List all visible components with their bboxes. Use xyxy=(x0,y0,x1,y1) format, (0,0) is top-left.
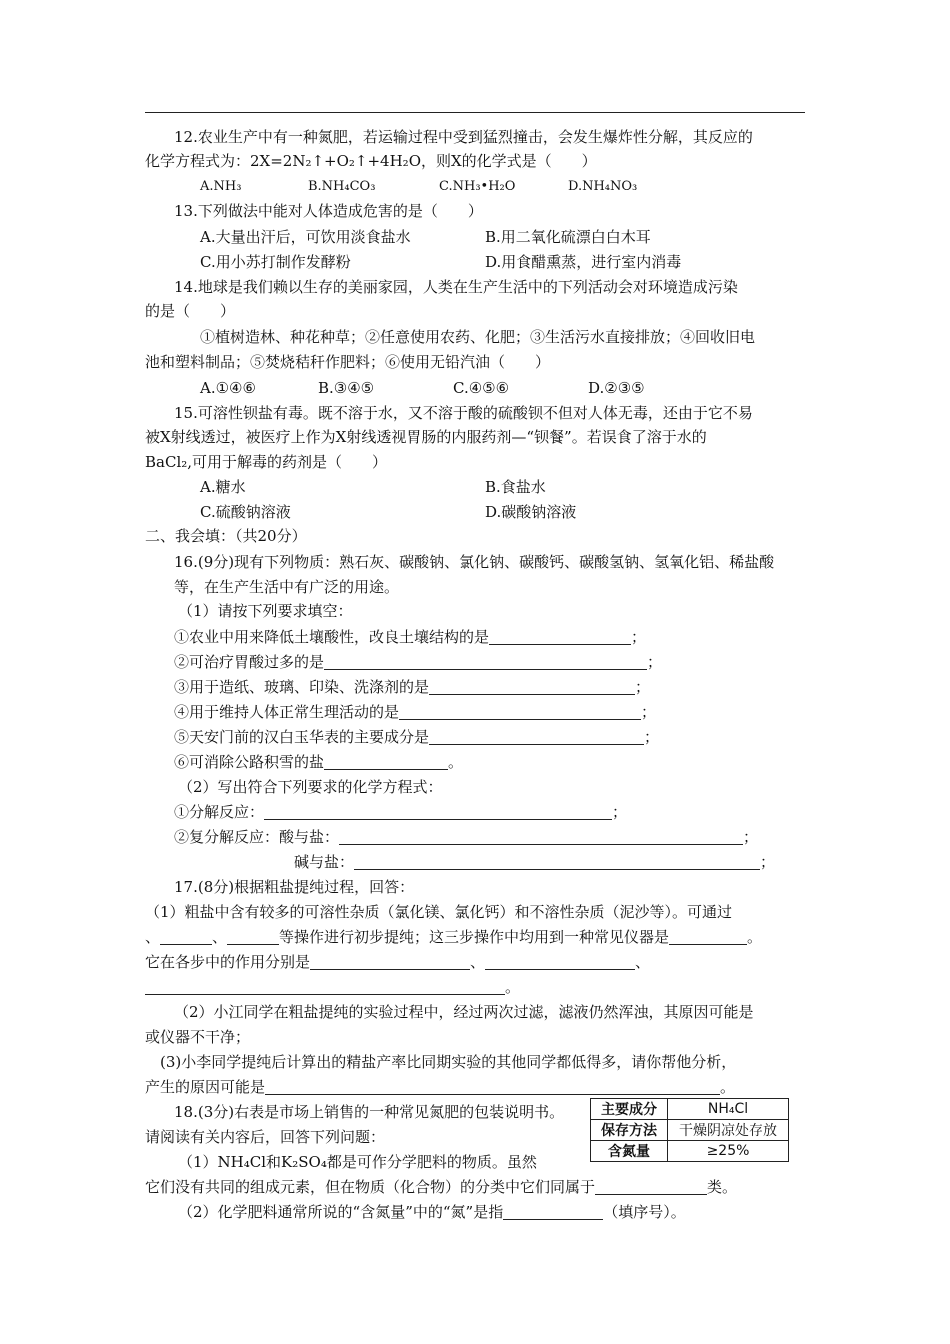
q17-stem: 17.(8分)根据粗盐提纯过程，回答： xyxy=(174,878,415,896)
q16-item-5 xyxy=(174,726,659,748)
answer-blank-16-3[interactable] xyxy=(429,678,635,695)
q13-option-b: B.用二氧化硫漂白白木耳 xyxy=(485,228,651,246)
q17-sep-b: 、 xyxy=(212,928,228,946)
header-rule xyxy=(145,112,805,113)
section-heading: 二、我会填：（共20分） xyxy=(145,527,307,545)
table-row xyxy=(591,1141,789,1162)
answer-blank-16-2[interactable] xyxy=(324,653,647,670)
q18-part1-end: 类。 xyxy=(707,1178,738,1196)
q12-stem-line2: 化学方程式为：2X=2N₂↑+O₂↑+4H₂O，则X的化学式是（ ） xyxy=(145,152,597,170)
q17-part2-line2: 或仪器不干净； xyxy=(145,1028,251,1046)
q17-part1-period: 。 xyxy=(505,978,521,996)
q16-acid-salt-label: ②复分解反应：酸与盐： xyxy=(174,828,340,846)
q16-item-3-semi: ； xyxy=(635,678,651,696)
q13-option-c: C.用小苏打制作发酵粉 xyxy=(200,253,351,271)
q12-option-d: D.NH₄NO₃ xyxy=(568,179,638,194)
q16-item-5-text: ⑤天安门前的汉白玉华表的主要成分是 xyxy=(174,728,430,746)
q17-sep-a: 、 xyxy=(145,928,161,946)
q13-stem: 13.下列做法中能对人体造成危害的是（ ） xyxy=(174,202,483,220)
q17-part1-line3 xyxy=(145,951,650,973)
q14-list-line2: 池和塑料制品；⑤焚烧秸秆作肥料；⑥使用无铅汽油（ ） xyxy=(145,353,551,371)
answer-blank-18-class[interactable] xyxy=(595,1178,707,1195)
q13-option-a: A.大量出汗后，可饮用淡食盐水 xyxy=(200,228,411,246)
q18-part2-end: （填序号）。 xyxy=(603,1203,686,1221)
q17-part3-text: 产生的原因可能是 xyxy=(145,1078,266,1096)
q16-decomposition xyxy=(174,801,627,823)
q16-base-salt-semi: ； xyxy=(760,853,776,871)
q16-item-6-period: 。 xyxy=(448,753,464,771)
q16-part2-label: （2）写出符合下列要求的化学方程式： xyxy=(178,778,443,796)
q16-item-4-text: ④用于维持人体正常生理活动的是 xyxy=(174,703,400,721)
q12-option-a: A.NH₃ xyxy=(200,179,242,194)
q17-part1-line1: （1）粗盐中含有较多的可溶性杂质（氯化镁、氯化钙）和不溶性杂质（泥沙等）。可通过 xyxy=(145,903,733,921)
q16-item-1-semi: ； xyxy=(631,628,647,646)
q16-item-2 xyxy=(174,651,662,673)
q16-decomp-semi: ； xyxy=(612,803,628,821)
q16-item-1 xyxy=(174,626,646,648)
table-cell-key: 保存方法 xyxy=(591,1120,668,1141)
q16-stem-line1: 16.(9分)现有下列物质：熟石灰、碳酸钠、氯化钠、碳酸钙、碳酸氢钠、氢氧化铝、稀盐酸 xyxy=(174,553,775,571)
answer-blank-18-nitrogen[interactable] xyxy=(503,1203,603,1220)
answer-blank-17-role1[interactable] xyxy=(310,953,470,970)
q12-stem-line1: 12.农业生产中有一种氮肥，若运输过程中受到猛烈撞击，会发生爆炸性分解，其反应的 xyxy=(174,128,753,146)
q14-option-a: A.①④⑥ xyxy=(200,379,256,397)
table-cell-key: 主要成分 xyxy=(591,1099,668,1120)
q18-part2-text: （2）化学肥料通常所说的“含氮量”中的“氮”是指 xyxy=(178,1203,504,1221)
q16-item-3 xyxy=(174,676,650,698)
q18-stem-line1: 18.(3分)右表是市场上销售的一种常见氮肥的包装说明书。 xyxy=(174,1103,565,1121)
table-row xyxy=(591,1120,789,1141)
q17-part3-line2 xyxy=(145,1076,735,1098)
q17-part2-line1: （2）小江同学在粗盐提纯的实验过程中，经过两次过滤，滤液仍然浑浊，其原因可能是 xyxy=(174,1003,754,1021)
table-row xyxy=(591,1099,789,1120)
q17-part3-line1: (3)小李同学提纯后计算出的精盐产率比同期实验的其他同学都低得多，请你帮他分析， xyxy=(160,1053,737,1071)
q16-decomp-label: ①分解反应： xyxy=(174,803,265,821)
q14-option-d: D.②③⑤ xyxy=(588,379,645,397)
q16-acid-salt-semi: ； xyxy=(743,828,759,846)
answer-blank-17-op2[interactable] xyxy=(227,928,279,945)
q17-part1-line3-text: 它在各步中的作用分别是 xyxy=(145,953,311,971)
q18-part2-line xyxy=(178,1201,686,1223)
q15-stem-line3: BaCl₂,可用于解毒的药剂是（ ） xyxy=(145,453,388,471)
q15-option-c: C.硫酸钠溶液 xyxy=(200,503,291,521)
q17-sep-c: 、 xyxy=(470,953,486,971)
q13-option-d: D.用食醋熏蒸，进行室内消毒 xyxy=(485,253,682,271)
q14-list-line1: ①植树造林、种花种草；②任意使用农药、化肥；③生活污水直接排放；④回收旧电 xyxy=(200,328,756,346)
q18-part1-text: 它们没有共同的组成元素，但在物质（化合物）的分类中它们同属于 xyxy=(145,1178,596,1196)
q12-option-c: C.NH₃•H₂O xyxy=(439,179,516,194)
answer-blank-16-1[interactable] xyxy=(489,628,631,645)
answer-blank-16-4[interactable] xyxy=(399,703,641,720)
q15-stem-line2: 被X射线透过，被医疗上作为X射线透视胃肠的内服药剂—“钡餐”。若误食了溶于水的 xyxy=(145,428,707,446)
q14-stem-line1: 14.地球是我们赖以生存的美丽家园，人类在生产生活中的下列活动会对环境造成污染 xyxy=(174,278,738,296)
q16-item-3-text: ③用于造纸、玻璃、印染、洗涤剂的是 xyxy=(174,678,430,696)
answer-blank-17-role2[interactable] xyxy=(485,953,635,970)
q16-item-6-text: ⑥可消除公路积雪的盐 xyxy=(174,753,325,771)
q18-part1-line1: （1）NH₄Cl和K₂SO₄都是可作分学肥料的物质。虽然 xyxy=(178,1153,537,1171)
q16-item-4-semi: ； xyxy=(641,703,657,721)
q12-option-b: B.NH₄CO₃ xyxy=(308,179,376,194)
answer-blank-17-instrument[interactable] xyxy=(669,928,747,945)
q17-part1-line2 xyxy=(145,926,762,948)
table-cell-value: ≥25% xyxy=(668,1141,789,1162)
q16-item-6 xyxy=(174,751,463,773)
q16-stem-line2: 等，在生产生活中有广泛的用途。 xyxy=(174,578,400,596)
q16-double-decomp-acid-salt xyxy=(174,826,758,848)
q14-option-b: B.③④⑤ xyxy=(318,379,375,397)
q17-part1-end: 。 xyxy=(747,928,763,946)
q17-sep-d: 、 xyxy=(635,953,651,971)
q16-item-1-text: ①农业中用来降低土壤酸性，改良土壤结构的是 xyxy=(174,628,490,646)
q18-part1-line2 xyxy=(145,1176,737,1198)
q16-base-salt-label: 碱与盐： xyxy=(294,853,355,871)
q17-part1-mid: 等操作进行初步提纯；这三步操作中均用到一种常见仪器是 xyxy=(279,928,670,946)
answer-blank-17-role3[interactable] xyxy=(145,978,505,995)
answer-blank-17-reason[interactable] xyxy=(265,1078,720,1095)
q16-item-2-text: ②可治疗胃酸过多的是 xyxy=(174,653,325,671)
answer-blank-16-acid-salt[interactable] xyxy=(339,828,743,845)
answer-blank-16-6[interactable] xyxy=(324,753,448,770)
answer-blank-16-decomp[interactable] xyxy=(264,803,612,820)
q16-item-2-semi: ； xyxy=(647,653,663,671)
q18-stem-line2: 请阅读有关内容后，回答下列问题： xyxy=(145,1128,386,1146)
fertilizer-label-table xyxy=(590,1098,789,1162)
q14-option-c: C.④⑤⑥ xyxy=(453,379,510,397)
q17-part1-line4 xyxy=(145,976,520,998)
q15-stem-line1: 15.可溶性钡盐有毒。既不溶于水，又不溶于酸的硫酸钡不但对人体无毒，还由于它不易 xyxy=(174,404,753,422)
q15-option-d: D.碳酸钠溶液 xyxy=(485,503,577,521)
table-cell-key: 含氮量 xyxy=(591,1141,668,1162)
q15-option-b: B.食盐水 xyxy=(485,478,546,496)
q16-item-4 xyxy=(174,701,656,723)
q14-stem-line2: 的是（ ） xyxy=(145,302,236,320)
table-cell-value: NH₄Cl xyxy=(668,1099,789,1120)
answer-blank-16-base-salt[interactable] xyxy=(354,853,760,870)
answer-blank-16-5[interactable] xyxy=(429,728,644,745)
q16-base-salt xyxy=(294,851,775,873)
q17-part3-period: 。 xyxy=(720,1078,736,1096)
q16-item-5-semi: ； xyxy=(644,728,660,746)
answer-blank-17-op1[interactable] xyxy=(160,928,212,945)
table-cell-value: 干燥阴凉处存放 xyxy=(668,1120,789,1141)
q15-option-a: A.糖水 xyxy=(200,478,246,496)
q16-part1-label: （1）请按下列要求填空： xyxy=(178,602,353,620)
